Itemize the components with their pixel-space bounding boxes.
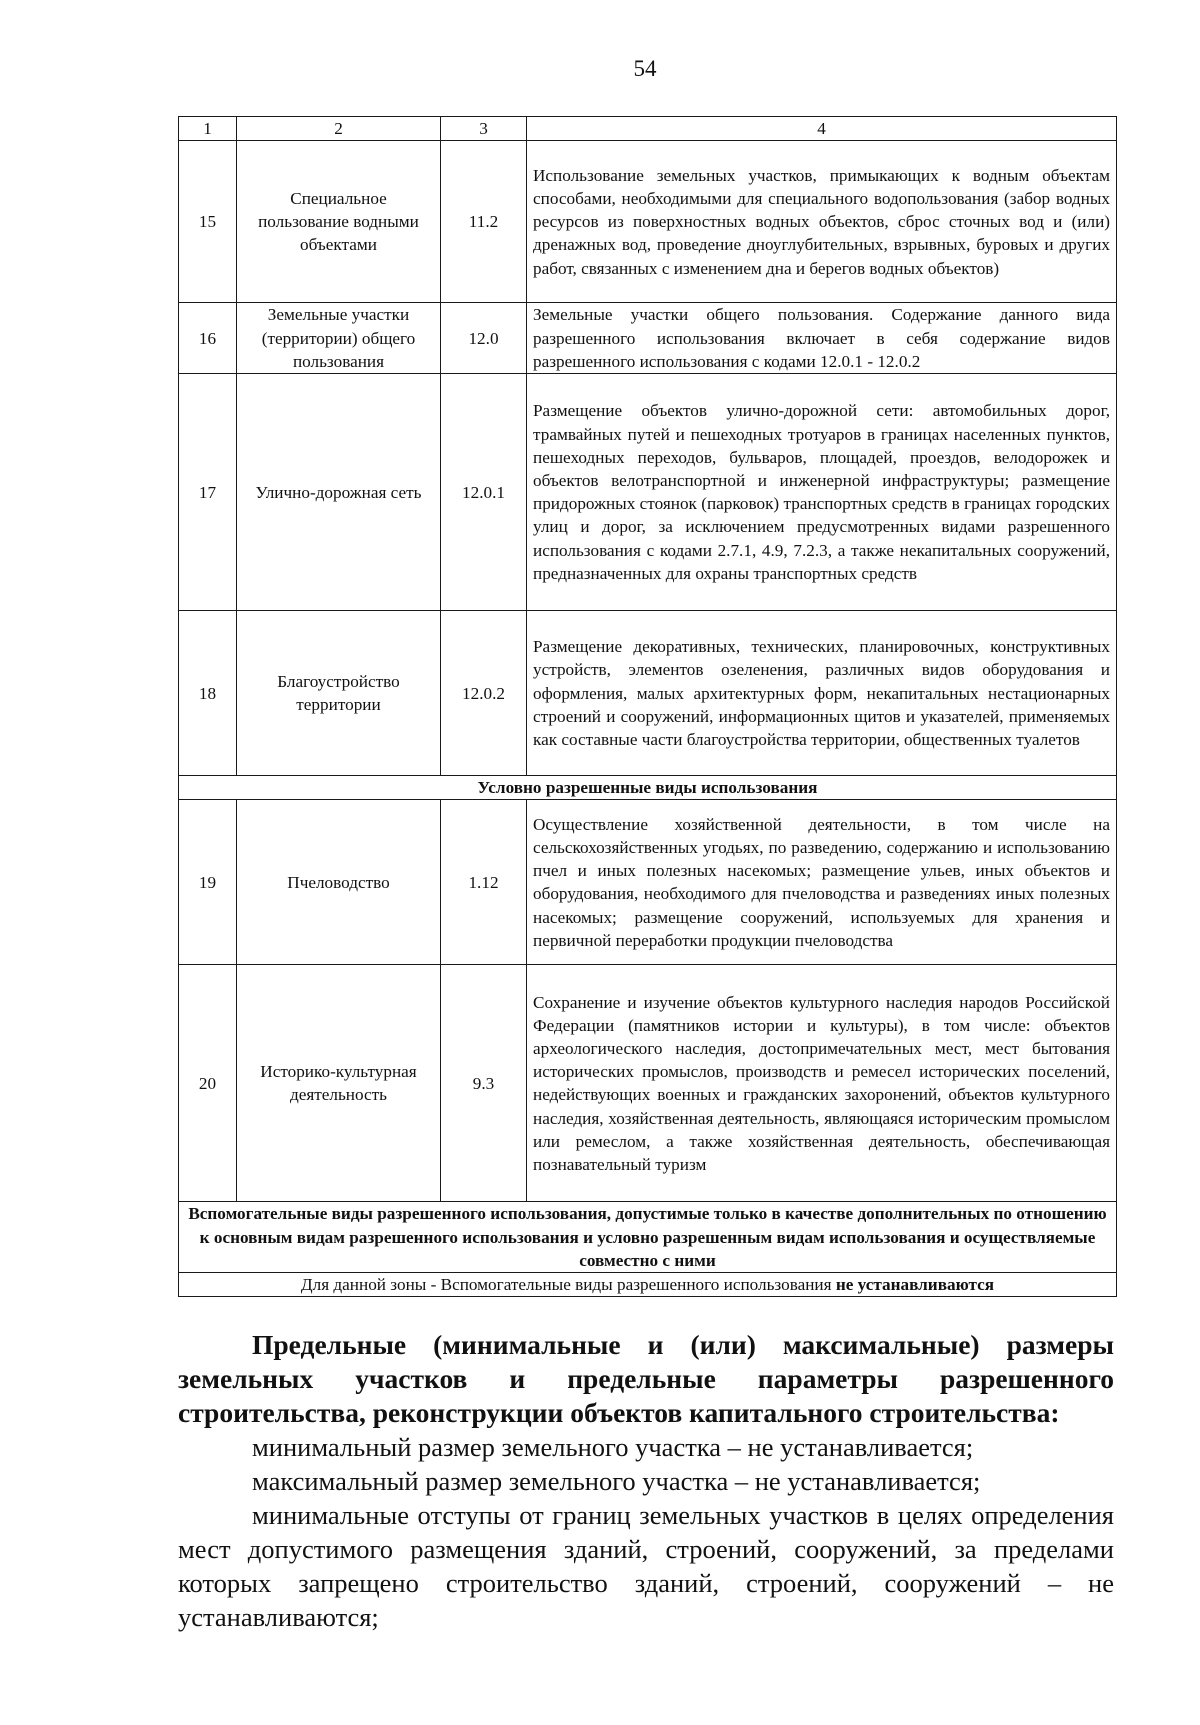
use-type-code: 11.2 — [441, 141, 527, 303]
column-header: 3 — [441, 117, 527, 141]
row-number: 20 — [179, 965, 237, 1202]
row-number: 17 — [179, 374, 237, 611]
use-type-code: 12.0.1 — [441, 374, 527, 611]
parameter-paragraph: минимальные отступы от границ земельных участков в целях определения мест допустимого размещения зданий, строений, сооружений, за пределами которых запрещено строительство зданий, строений, сооружений – не устанавливаются; — [178, 1500, 1114, 1632]
use-type-name: Благоустройство территории — [237, 611, 441, 776]
use-type-code: 1.12 — [441, 800, 527, 965]
table-row — [179, 611, 1117, 776]
use-type-description: Земельные участки общего пользования. Содержание данного вида разрешенного использования включает в себя содержание видов разрешенного использования с кодами 12.0.1 - 12.0.2 — [527, 303, 1117, 374]
zone-note-row — [179, 1273, 1117, 1297]
row-number: 16 — [179, 303, 237, 374]
use-type-description: Размещение декоративных, технических, планировочных, конструктивных устройств, элементов озеленения, различных видов оборудования и оформления, малых архитектурных форм, некапитальных нестационарных строений и сооружений, информационных щитов и указателей, применяемых как составные части благоустройства территории, общественных туалетов — [527, 611, 1117, 776]
parameter-paragraph: минимальный размер земельного участка – не устанавливается; — [252, 1432, 974, 1462]
zone-note — [179, 1273, 1117, 1297]
use-type-name: Специальное пользование водными объектами — [237, 141, 441, 303]
column-header: 4 — [527, 117, 1117, 141]
use-type-description: Размещение объектов улично-дорожной сети: автомобильных дорог, трамвайных путей и пешеходных тротуаров в границах населенных пунктов, пешеходных переходов, бульваров, площадей, проездов, велодорожек и объектов велотранспортной и инженерной инфраструктуры; размещение придорожных стоянок (парковок) транспортных средств в границах городских улиц и дорог, за исключением предусмотренных видами разрешенного использования с кодами 2.7.1, 4.9, 7.2.3, а также некапитальных сооружений, предназначенных для охраны транспортных средств — [527, 374, 1117, 611]
page-number: 54 — [633, 56, 657, 81]
section-title-auxiliary: Вспомогательные виды разрешенного использования, допустимые только в качестве дополнительных по отношению к основным видам разрешенного использования и условно разрешенным видам использования и осуществляемые совместно с ними — [179, 1202, 1117, 1273]
table-row — [179, 800, 1117, 965]
section-row — [179, 1202, 1117, 1273]
table-row — [179, 141, 1117, 303]
parameters-heading: Предельные (минимальные и (или) максимальные) размеры земельных участков и предельные параметры разрешенного строительства, реконструкции объектов капитального строительства: — [178, 1329, 1114, 1428]
section-title-conditional: Условно разрешенные виды использования — [179, 776, 1117, 800]
column-header: 2 — [237, 117, 441, 141]
use-type-code: 12.0.2 — [441, 611, 527, 776]
use-type-name: Улично-дорожная сеть — [237, 374, 441, 611]
parameter-paragraph: максимальный размер земельного участка – не устанавливается; — [252, 1466, 981, 1496]
section-row — [179, 776, 1117, 800]
use-type-name: Историко-культурная деятельность — [237, 965, 441, 1202]
parameters-section — [178, 1328, 1114, 1634]
zone-note-text: Для данной зоны - Вспомогательные виды разрешенного использования — [300, 1275, 832, 1295]
use-type-description: Осуществление хозяйственной деятельности, в том числе на сельскохозяйственных угодьях, по разведению, содержанию и использованию пчел и иных полезных насекомых; размещение ульев, иных объектов и оборудования, необходимого для пчеловодства и разведениях иных полезных насекомых; размещение сооружений, используемых для хранения и первичной переработки продукции пчеловодства — [527, 800, 1117, 965]
use-type-code: 9.3 — [441, 965, 527, 1202]
column-header: 1 — [179, 117, 237, 141]
use-type-code: 12.0 — [441, 303, 527, 374]
row-number: 18 — [179, 611, 237, 776]
use-type-name: Земельные участки (территории) общего пользования — [237, 303, 441, 374]
table-row — [179, 374, 1117, 611]
row-number: 19 — [179, 800, 237, 965]
table-row — [179, 303, 1117, 374]
table-row — [179, 965, 1117, 1202]
zone-note-emphasis: не устанавливаются — [835, 1275, 995, 1295]
use-type-description: Использование земельных участков, примыкающих к водным объектам способами, необходимыми для специального водопользования (забор водных ресурсов из поверхностных водных объектов, сброс сточных вод и (или) дренажных вод, проведение дноуглубительных, взрывных, буровых и других работ, связанных с изменением дна и берегов водных объектов) — [527, 141, 1117, 303]
table-header-row — [179, 117, 1117, 141]
row-number: 15 — [179, 141, 237, 303]
use-type-description: Сохранение и изучение объектов культурного наследия народов Российской Федерации (памятников истории и культуры), в том числе: объектов археологического наследия, достопримечательных мест, мест бытования исторических промыслов, производств и ремесел исторических поселений, недействующих военных и гражданских захоронений, объектов культурного наследия, хозяйственная деятельность, являющаяся историческим промыслом или ремеслом, а также хозяйственная деятельность, обеспечивающая познавательный туризм — [527, 965, 1117, 1202]
land-use-table — [178, 116, 1117, 1297]
use-type-name: Пчеловодство — [237, 800, 441, 965]
